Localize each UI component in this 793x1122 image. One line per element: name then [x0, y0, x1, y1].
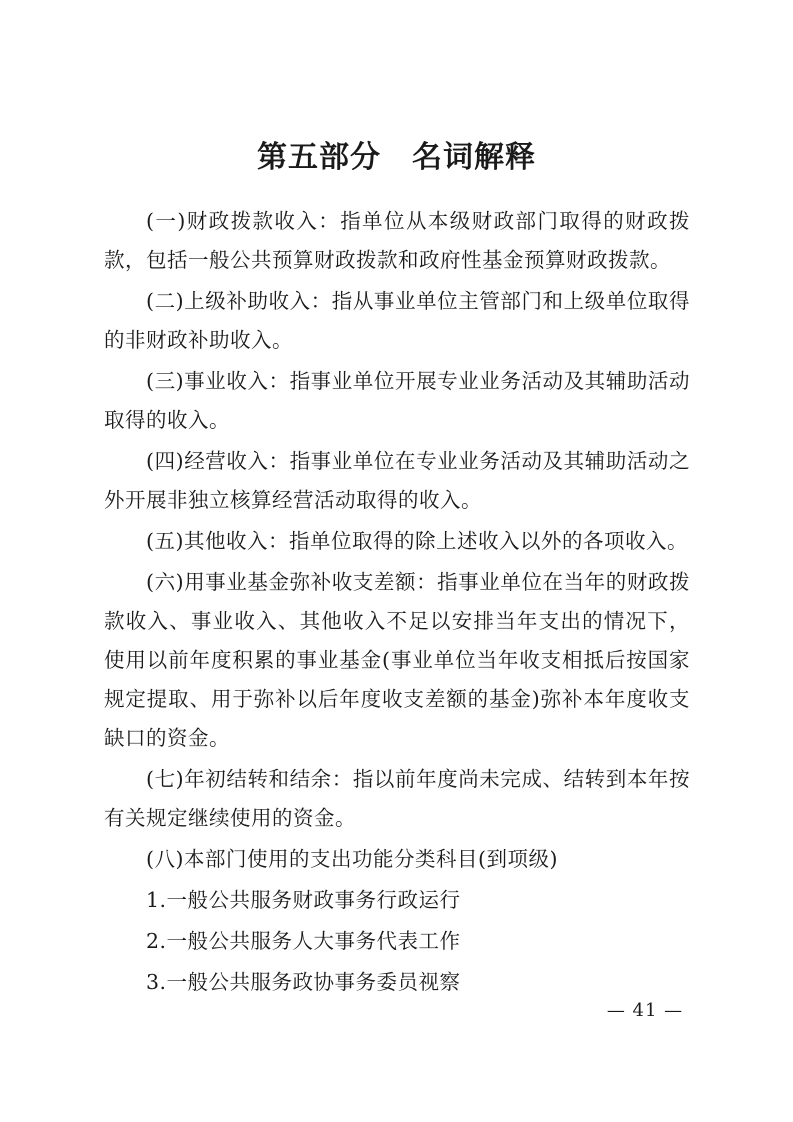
paragraph-business-fund-offset: (六)用事业基金弥补收支差额：指事业单位在当年的财政拨款收入、事业收入、其他收入不足以安排当年支出的情况下，使用以前年度积累的事业基金(事业单位当年收支相抵后按国家规定提取、用于弥补以后年度收支差额的基金)弥补本年度收支缺口的资金。: [104, 570, 690, 750]
list-item: 2.一般公共服务人大事务代表工作: [146, 929, 461, 953]
list-item: 1.一般公共服务财政事务行政运行: [146, 888, 461, 912]
paragraph-expenditure-classification: (八)本部门使用的支出功能分类科目(到项级): [146, 847, 558, 871]
document-body: [104, 202, 690, 1004]
paragraph-fiscal-appropriation-income: (一)财政拨款收入：指单位从本级财政部门取得的财政拨款，包括一般公共预算财政拨款和政府性基金预算财政拨款。: [104, 209, 690, 272]
list-item: 3.一般公共服务政协事务委员视察: [146, 970, 461, 994]
paragraph-superior-subsidy-income: (二)上级补助收入：指从事业单位主管部门和上级单位取得的非财政补助收入。: [104, 289, 690, 352]
paragraph-operating-income: (四)经营收入：指事业单位在专业业务活动及其辅助活动之外开展非独立核算经营活动取得的收入。: [104, 449, 690, 512]
paragraph-other-income: (五)其他收入：指单位取得的除上述收入以外的各项收入。: [146, 529, 688, 553]
paragraph-carryover-balance: (七)年初结转和结余：指以前年度尚未完成、结转到本年按有关规定继续使用的资金。: [104, 767, 690, 830]
page-number: — 41 —: [606, 1000, 684, 1021]
page-title: 第五部分 名词解释: [257, 140, 536, 175]
paragraph-business-income: (三)事业收入：指事业单位开展专业业务活动及其辅助活动取得的收入。: [104, 369, 690, 432]
